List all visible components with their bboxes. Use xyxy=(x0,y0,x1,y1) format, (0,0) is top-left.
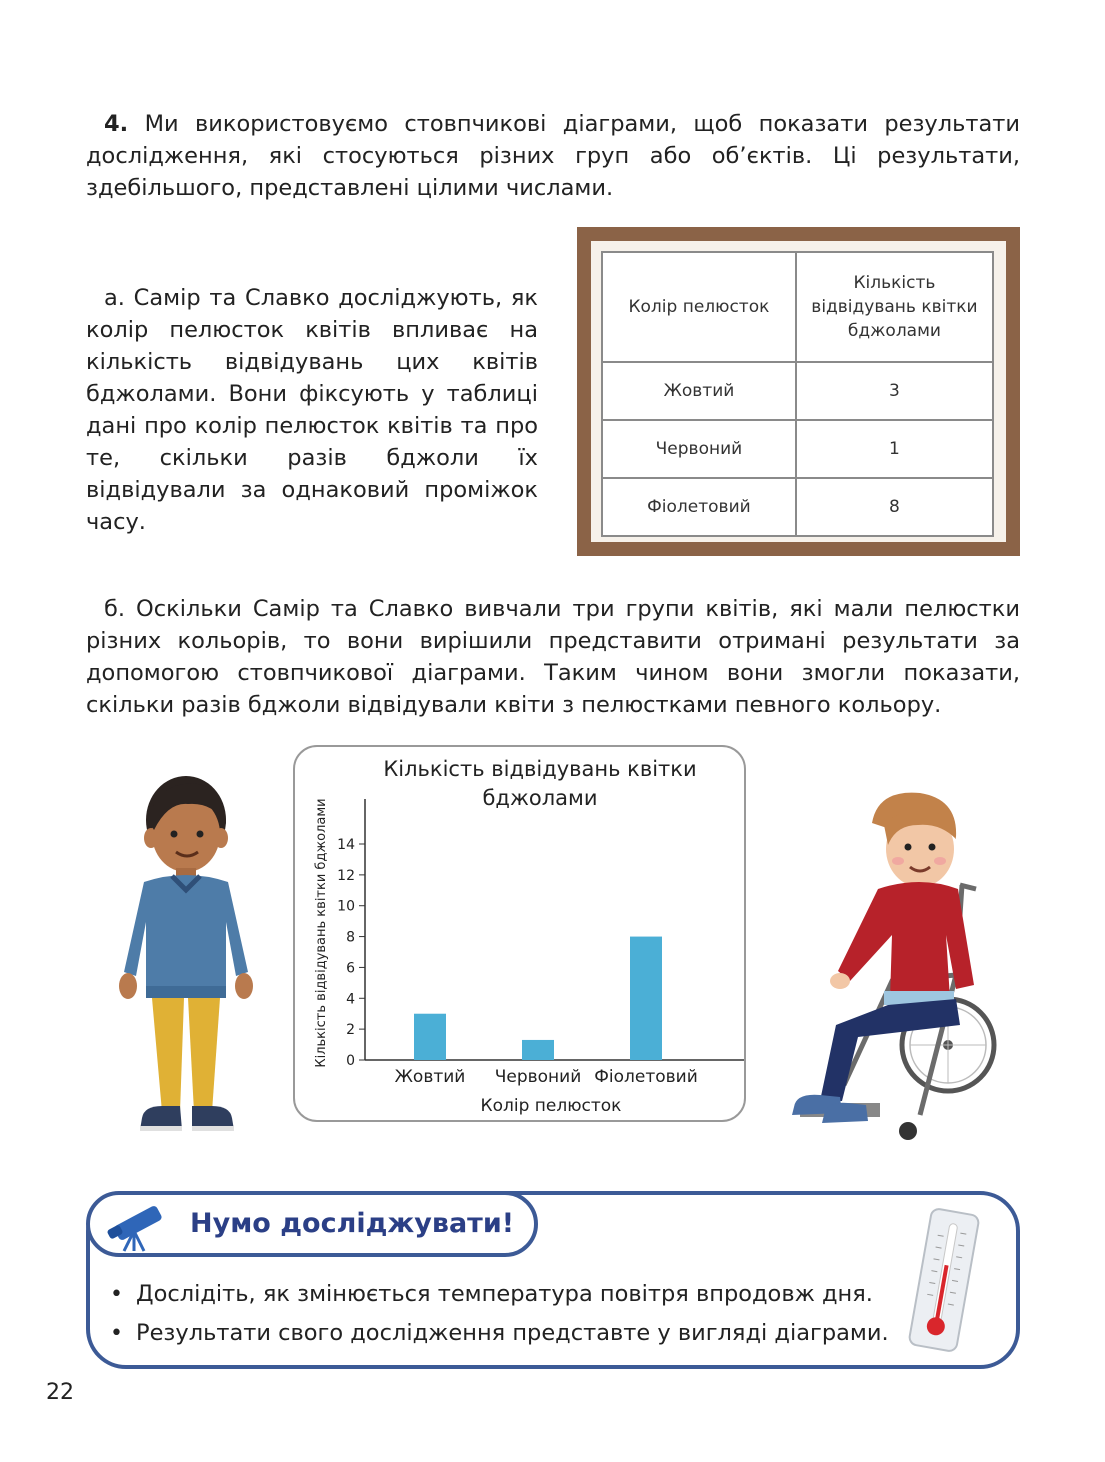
telescope-icon xyxy=(104,1197,170,1253)
y-tick-label: 10 xyxy=(337,898,355,915)
table-row xyxy=(602,420,993,478)
x-tick-label: Фіолетовий xyxy=(594,1067,698,1087)
y-tick-label: 14 xyxy=(337,837,355,853)
header-color: Колір пелюсток xyxy=(602,252,796,362)
header-count: Кількість відвідувань квітки бджолами xyxy=(796,252,993,362)
cell-color: Жовтий xyxy=(602,362,796,420)
cell-color: Фіолетовий xyxy=(602,478,796,536)
chart-bar xyxy=(522,1040,554,1060)
page-number: 22 xyxy=(46,1380,74,1405)
paragraph-b: б. Оскільки Самір та Славко вивчали три групи квітів, які мали пелюстки різних кольорів, то вони вирішили представити отримані результати за допомогою стовпчикової діаграми. Таким чином вони змогли показати, скільки разів бджоли відвідували квіти з пелюстками певного кольору. xyxy=(86,596,1020,718)
bar-chart-card xyxy=(293,745,746,1122)
chart-x-label: Колір пелюсток xyxy=(480,1096,622,1116)
y-tick-label: 6 xyxy=(346,960,355,977)
table-row xyxy=(602,362,993,420)
cell-count: 1 xyxy=(796,420,993,478)
y-tick-label: 4 xyxy=(346,991,355,1008)
cell-count: 3 xyxy=(796,362,993,420)
chart-y-label: Кількість відвідувань квітки бджолами xyxy=(314,798,329,1068)
explore-list xyxy=(110,1275,889,1353)
cell-color: Червоний xyxy=(602,420,796,478)
exercise-number: 4. xyxy=(104,111,129,137)
intro-text: Ми використовуємо стовпчикові діаграми, щоб показати результати дослідження, які стосуються різних груп або об’єктів. Ці результати, здебільшого, представлені цілими числами. xyxy=(86,111,1020,201)
bar-chart xyxy=(295,747,744,1120)
cell-count: 8 xyxy=(796,478,993,536)
table-frame xyxy=(577,227,1020,556)
chart-title-line-2: бджолами xyxy=(482,786,598,810)
y-tick-label: 8 xyxy=(346,929,355,946)
chart-title-line-1: Кількість відвідувань квітки xyxy=(383,757,697,781)
table-header-row xyxy=(602,252,993,362)
list-item: • Результати свого дослідження представте у вигляді діаграми. xyxy=(110,1314,889,1353)
intro-paragraph xyxy=(86,108,1020,204)
y-tick-label: 0 xyxy=(346,1053,355,1069)
table-frame-inner xyxy=(591,241,1006,542)
explore-title: Нумо досліджувати! xyxy=(190,1208,515,1239)
thermometer-icon xyxy=(898,1205,984,1355)
boy-illustration xyxy=(108,772,263,1137)
y-tick-label: 2 xyxy=(346,1022,355,1039)
y-tick-label: 12 xyxy=(337,867,355,884)
chart-bar xyxy=(414,1014,446,1060)
data-table xyxy=(601,251,994,537)
paragraph-a: а. Самір та Славко досліджують, як колір пелюсток квітів впливає на кількість відвідувань цих квітів бджолами. Вони фіксують у таблиці дані про колір пелюсток квітів та про те, скільки разів бджоли їх відвідували за однаковий проміжок часу. xyxy=(86,285,538,535)
table-row xyxy=(602,478,993,536)
chart-bar xyxy=(630,937,662,1060)
x-tick-label: Жовтий xyxy=(394,1067,466,1087)
list-item: • Дослідіть, як змінюється температура повітря впродовж дня. xyxy=(110,1275,889,1314)
x-tick-label: Червоний xyxy=(494,1067,582,1087)
boy-in-wheelchair-illustration xyxy=(780,785,1000,1150)
